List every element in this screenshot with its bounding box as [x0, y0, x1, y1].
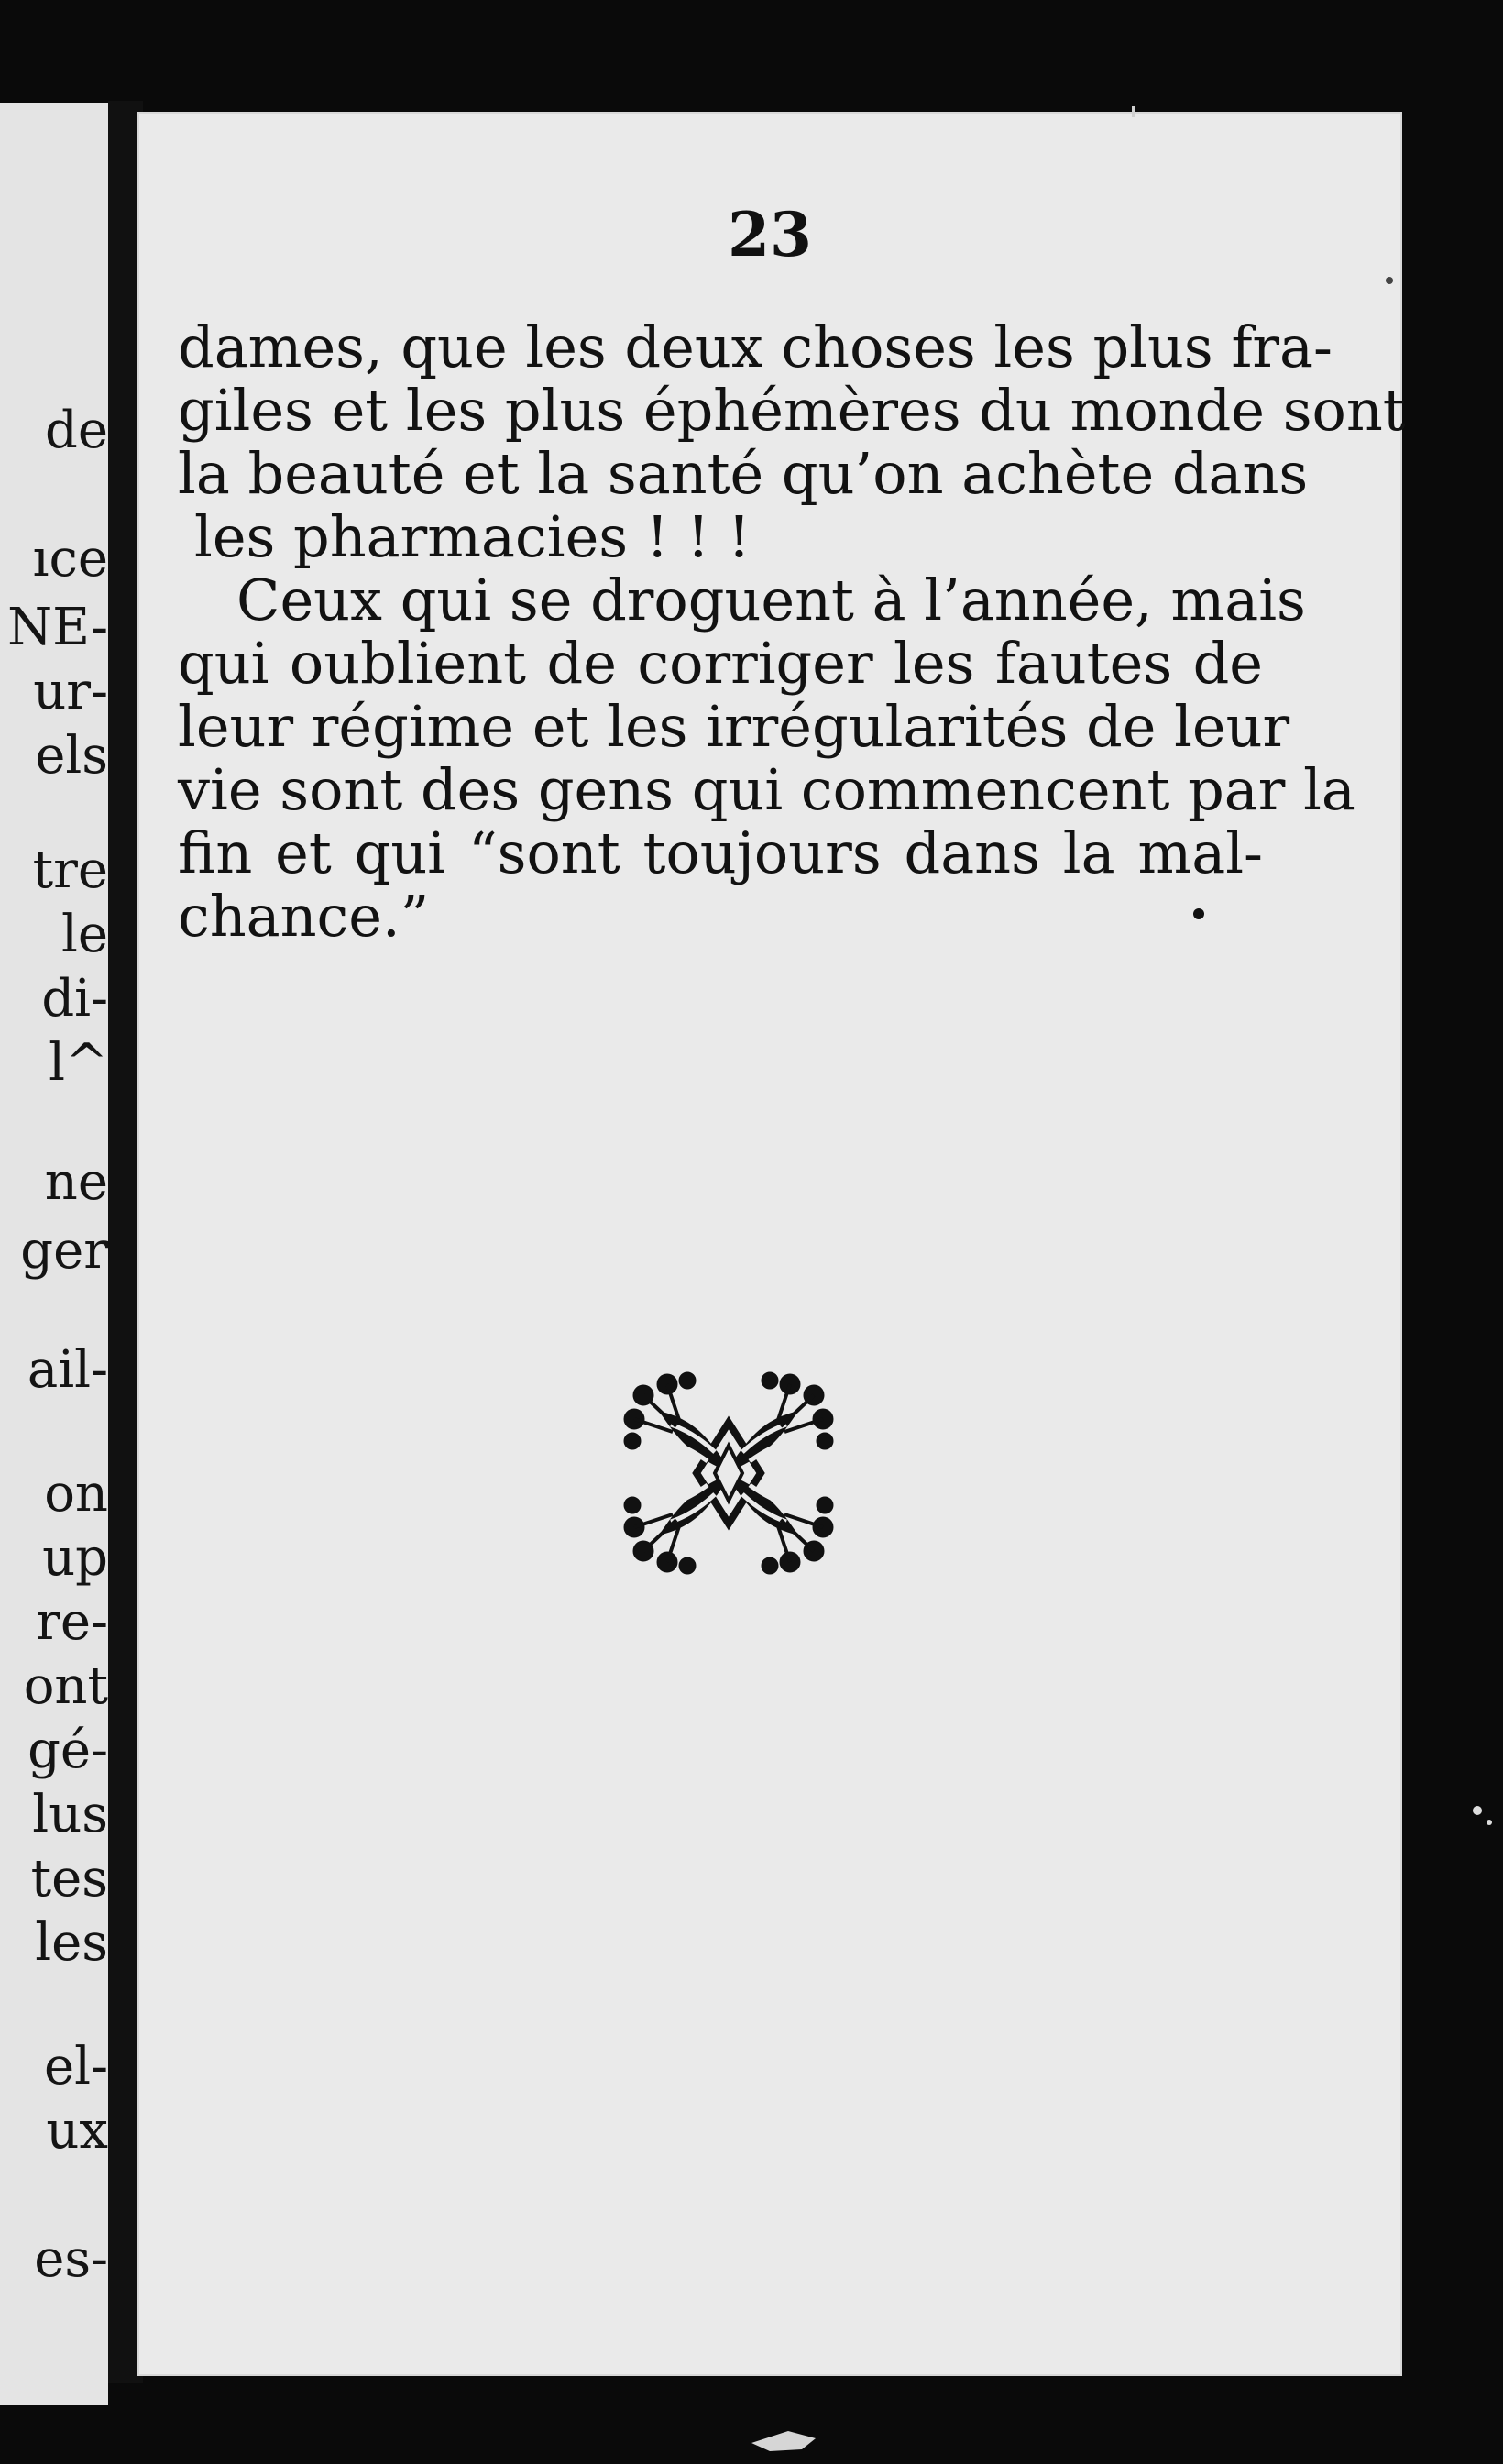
left-fragment: el- [44, 2037, 108, 2096]
left-fragment: ux [46, 2101, 108, 2161]
text-line: fin et qui “sont toujours dans la mal- [178, 820, 1263, 886]
left-fragment: on [44, 1464, 108, 1524]
left-fragment: els [35, 726, 108, 786]
text-line: la beauté et la santé qu’on achète dans [178, 440, 1309, 507]
left-fragment: up [42, 1528, 108, 1588]
left-fragment: ıce [32, 529, 108, 588]
left-fragment: es- [34, 2229, 108, 2289]
left-fragment: l^ [49, 1033, 108, 1093]
left-fragment: ail- [27, 1340, 108, 1400]
text-line: dames, que les deux choses les plus fra- [178, 314, 1333, 380]
text-line: Ceux qui se droguent à l’année, mais [236, 566, 1306, 633]
left-fragment: les [35, 1913, 108, 1973]
left-fragment: ger [20, 1221, 108, 1281]
text-line: chance.” [178, 883, 430, 950]
left-fragment: tes [30, 1849, 108, 1908]
left-fragment: ont [23, 1656, 108, 1716]
text-line: leur régime et les irrégularités de leur [178, 693, 1290, 760]
left-fragment: di- [41, 969, 108, 1028]
page-number: 23 [728, 199, 812, 270]
text-line: vie sont des gens qui commencent par la [178, 756, 1355, 823]
left-fragment: ne [44, 1152, 108, 1212]
left-fragment: ur- [33, 662, 108, 721]
text-line: qui oublient de corriger les fautes de [178, 630, 1263, 697]
left-fragment: lus [32, 1785, 108, 1844]
text-line: les pharmacies ! ! ! [194, 503, 751, 570]
left-fragment: re- [36, 1592, 108, 1652]
left-fragment: le [60, 905, 108, 964]
left-fragment: NE- [7, 598, 108, 657]
text-line: giles et les plus éphémères du monde sont [178, 377, 1406, 444]
left-fragment: tre [32, 841, 108, 900]
left-fragment: de [45, 401, 108, 460]
left-fragment: gé- [27, 1721, 108, 1780]
